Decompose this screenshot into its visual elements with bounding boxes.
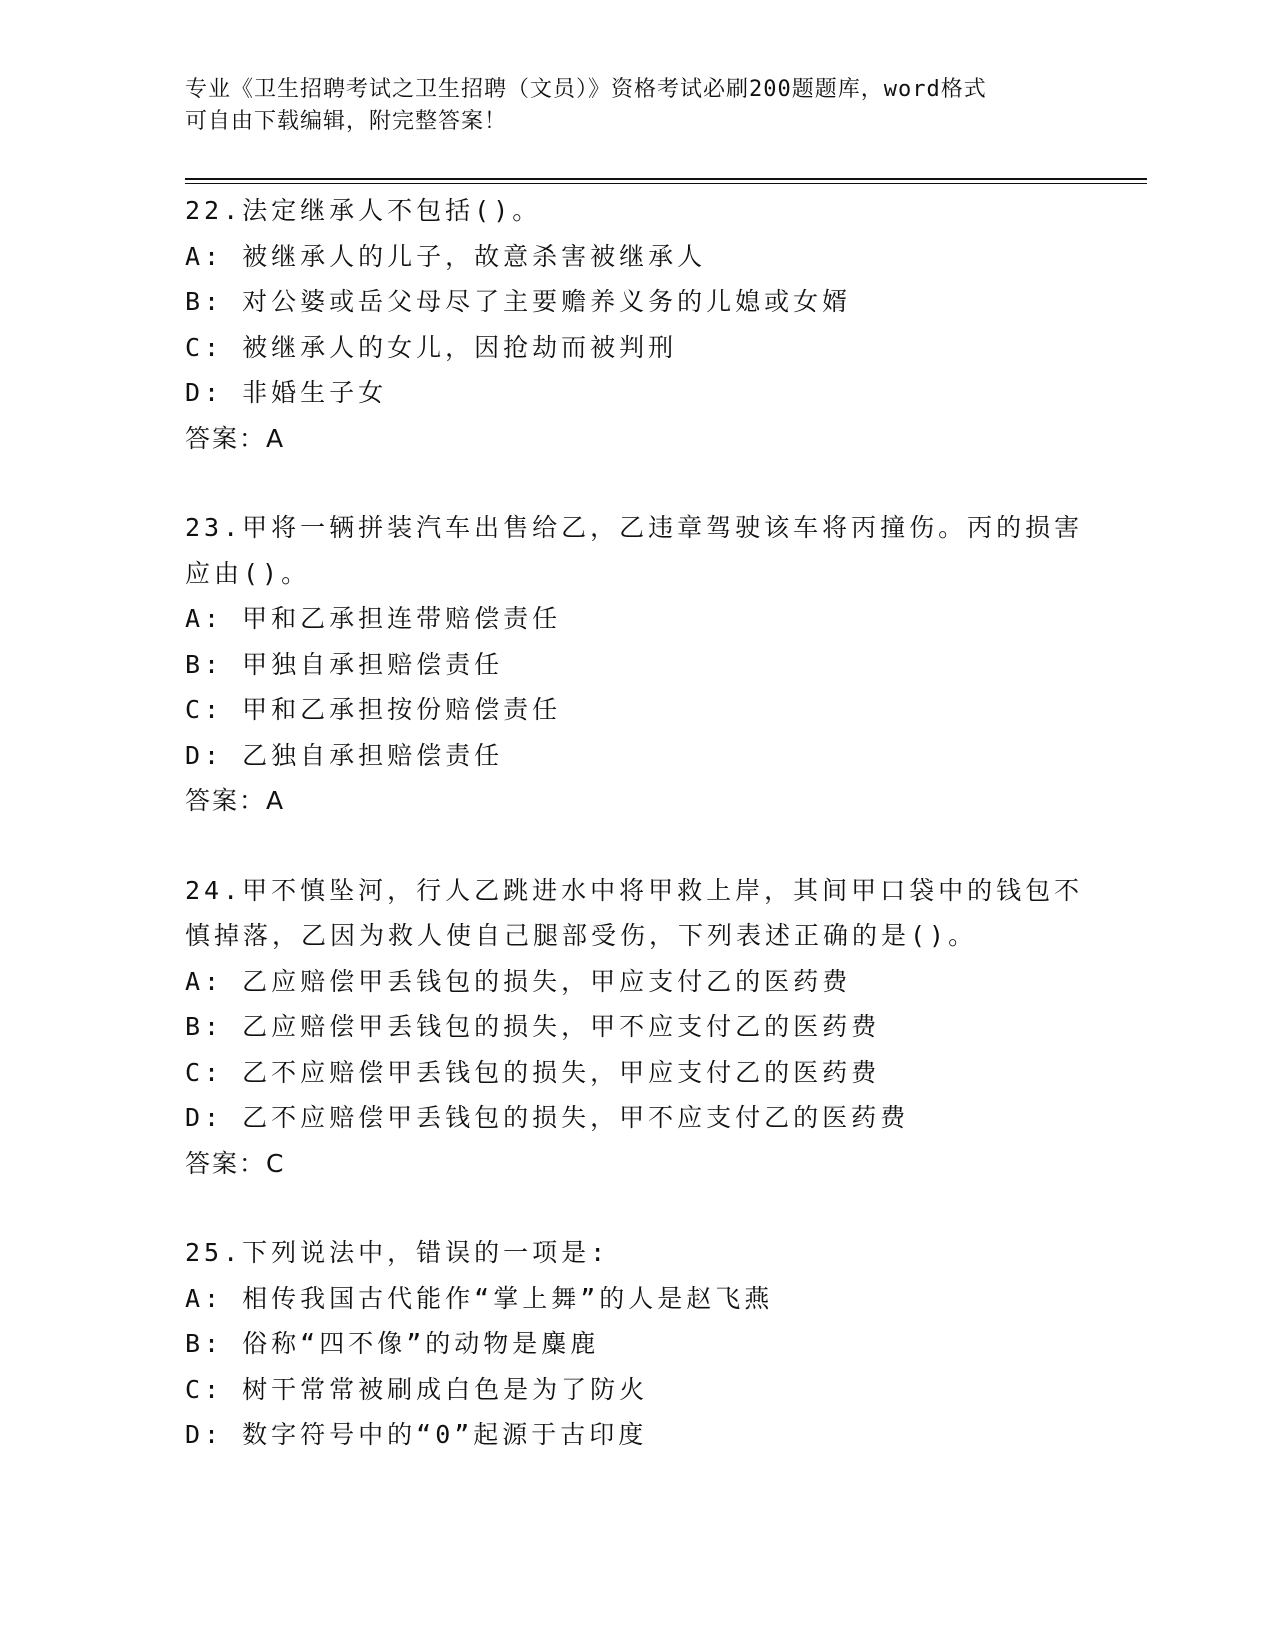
question-25: [185, 1230, 1085, 1458]
option-b: B: 甲独自承担赔偿责任: [185, 649, 504, 679]
option-a: A: 甲和乙承担连带赔偿责任: [185, 604, 562, 633]
question-list: [185, 188, 1085, 1502]
option-c: C: 甲和乙承担按份赔偿责任: [185, 695, 562, 724]
question-stem: 22.法定继承人不包括()。: [185, 196, 542, 225]
header-divider-thin: [185, 183, 1147, 184]
option-d: D: 乙不应赔偿甲丢钱包的损失，甲不应支付乙的医药费: [185, 1103, 910, 1132]
option-a: A: 相传我国古代能作“掌上舞”的人是赵飞燕: [185, 1283, 774, 1313]
option-c: C: 被继承人的女儿，因抢劫而被判刑: [185, 332, 678, 362]
option-d: D: 乙独自承担赔偿责任: [185, 740, 504, 770]
option-b: B: 对公婆或岳父母尽了主要赡养义务的儿媳或女婿: [185, 287, 852, 316]
question-24: [185, 868, 1085, 1187]
answer-label: 答案：A: [185, 423, 286, 453]
option-b: B: 乙应赔偿甲丢钱包的损失，甲不应支付乙的医药费: [185, 1012, 881, 1041]
question-23: [185, 505, 1085, 824]
option-c: C: 树干常常被刷成白色是为了防火: [185, 1374, 649, 1404]
option-d: D: 数字符号中的“0”起源于古印度: [185, 1420, 648, 1449]
document-header: [185, 74, 1065, 138]
question-22: [185, 188, 1085, 461]
option-b: B: 俗称“四不像”的动物是麋鹿: [185, 1329, 600, 1358]
header-divider-thick: [185, 178, 1147, 180]
option-a: A: 乙应赔偿甲丢钱包的损失，甲应支付乙的医药费: [185, 966, 852, 996]
answer-label: 答案：A: [185, 786, 286, 815]
answer-label: 答案：C: [185, 1148, 286, 1178]
question-stem-continued: 应由()。: [185, 558, 311, 588]
option-c: C: 乙不应赔偿甲丢钱包的损失，甲应支付乙的医药费: [185, 1057, 881, 1087]
question-stem-continued: 慎掉落，乙因为救人使自己腿部受伤，下列表述正确的是()。: [185, 921, 978, 950]
header-line-1: 专业《卫生招聘考试之卫生招聘（文员）》资格考试必刷200题题库，word格式: [185, 77, 987, 102]
header-line-2: 可自由下载编辑，附完整答案！: [185, 109, 508, 134]
question-stem: 24.甲不慎坠河，行人乙跳进水中将甲救上岸，其间甲口袋中的钱包不: [185, 875, 1084, 905]
question-stem: 23.甲将一辆拼装汽车出售给乙，乙违章驾驶该车将丙撞伤。丙的损害: [185, 513, 1084, 542]
question-stem: 25.下列说法中，错误的一项是:: [185, 1238, 610, 1267]
option-a: A: 被继承人的儿子，故意杀害被继承人: [185, 241, 707, 271]
option-d: D: 非婚生子女: [185, 378, 388, 407]
